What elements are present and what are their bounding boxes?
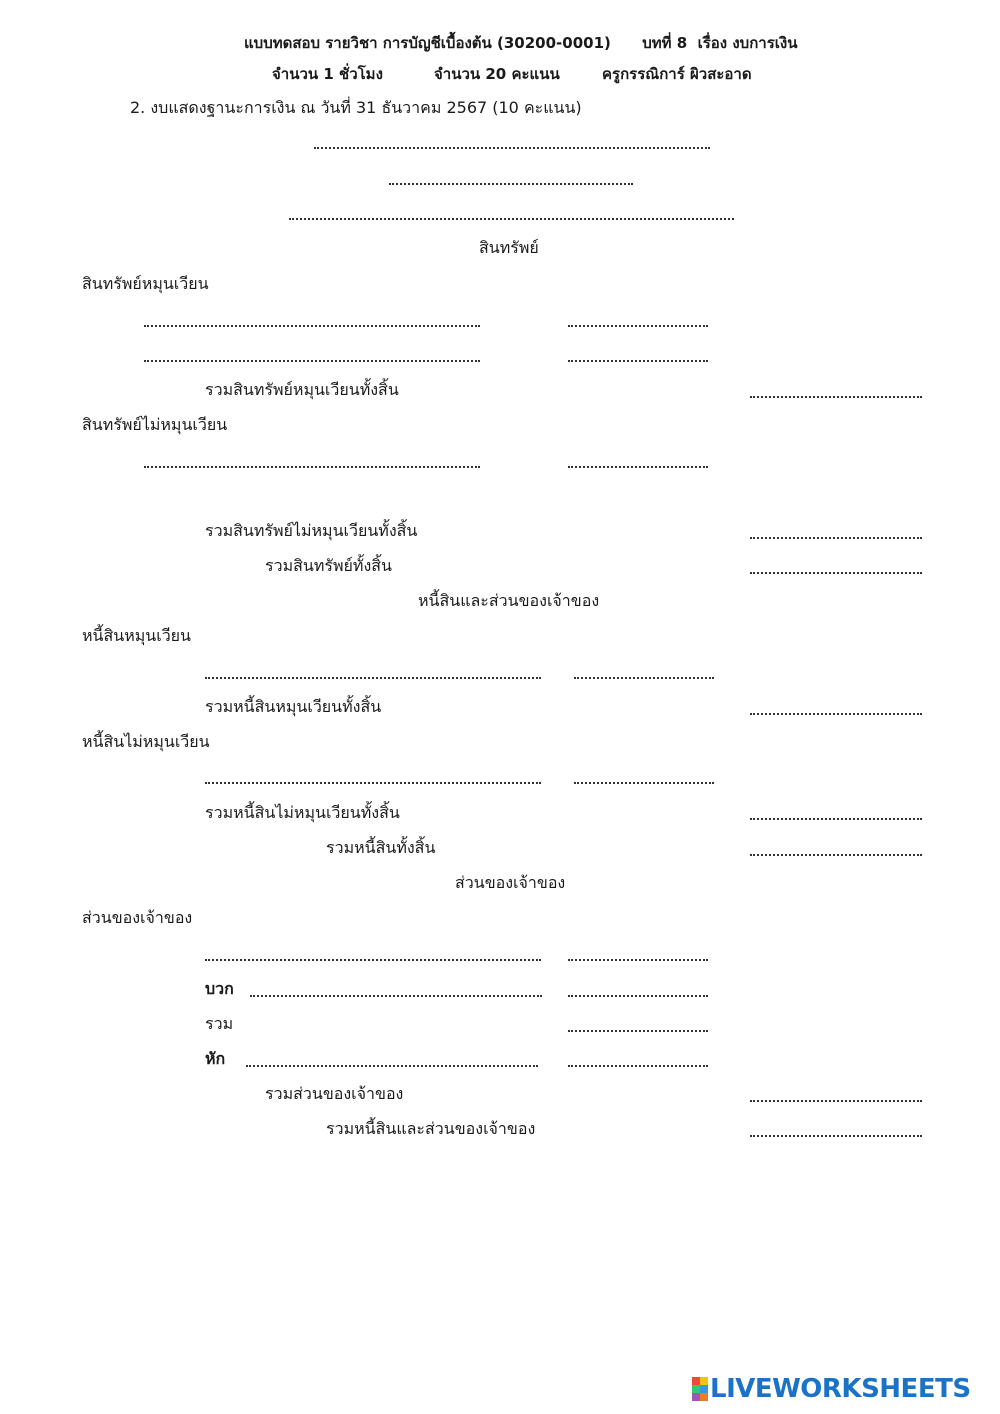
less-item-name-blank[interactable] xyxy=(246,1065,538,1067)
add-item-amount-blank[interactable] xyxy=(568,995,708,997)
noncurrent-liabilities-label: หนี้สินไม่หมุนเวียน xyxy=(82,732,210,751)
current-asset-name-blank-2[interactable] xyxy=(144,360,480,362)
less-label: หัก xyxy=(205,1049,226,1068)
question-text: 2. งบแสดงฐานะการเงิน ณ วันที่ 31 ธันวาคม 2567 (10 คะแนน) xyxy=(130,98,582,117)
current-liabilities-total-blank[interactable] xyxy=(750,713,922,715)
capital-amount-blank[interactable] xyxy=(568,959,708,961)
current-assets-label: สินทรัพย์หมุนเวียน xyxy=(82,274,209,293)
points-label: จำนวน 20 คะแนน xyxy=(434,65,560,83)
statement-name-blank[interactable] xyxy=(389,183,633,185)
equity-label: ส่วนของเจ้าของ xyxy=(82,908,193,927)
current-liability-name-blank[interactable] xyxy=(205,677,541,679)
total-assets-label: รวมสินทรัพย์ทั้งสิ้น xyxy=(265,556,392,575)
total-liabilities-blank[interactable] xyxy=(750,854,922,856)
liabilities-equity-heading: หนี้สินและส่วนของเจ้าของ xyxy=(418,591,600,610)
noncurrent-liabilities-total-blank[interactable] xyxy=(750,818,922,820)
current-liability-amount-blank[interactable] xyxy=(574,677,714,679)
total-liabilities-equity-label: รวมหนี้สินและส่วนของเจ้าของ xyxy=(326,1119,536,1138)
noncurrent-assets-total-blank[interactable] xyxy=(750,537,922,539)
current-assets-total-label: รวมสินทรัพย์หมุนเวียนทั้งสิ้น xyxy=(205,380,399,399)
noncurrent-assets-total-label: รวมสินทรัพย์ไม่หมุนเวียนทั้งสิ้น xyxy=(205,521,418,540)
statement-date-blank[interactable] xyxy=(289,218,734,220)
noncurrent-liability-name-blank[interactable] xyxy=(205,782,541,784)
noncurrent-asset-name-blank[interactable] xyxy=(144,466,480,468)
assets-heading: สินทรัพย์ xyxy=(479,238,539,257)
liveworksheets-logo-icon xyxy=(692,1377,708,1401)
add-label: บวก xyxy=(205,979,234,998)
capital-name-blank[interactable] xyxy=(205,959,541,961)
current-liabilities-label: หนี้สินหมุนเวียน xyxy=(82,626,191,645)
noncurrent-liability-amount-blank[interactable] xyxy=(574,782,714,784)
current-asset-amount-blank-2[interactable] xyxy=(568,360,708,362)
subtotal-amount-blank[interactable] xyxy=(568,1030,708,1032)
less-item-amount-blank[interactable] xyxy=(568,1065,708,1067)
current-asset-amount-blank-1[interactable] xyxy=(568,325,708,327)
subtotal-label: รวม xyxy=(205,1014,234,1033)
noncurrent-asset-amount-blank[interactable] xyxy=(568,466,708,468)
total-equity-blank[interactable] xyxy=(750,1100,922,1102)
current-assets-total-blank[interactable] xyxy=(750,396,922,398)
total-assets-blank[interactable] xyxy=(750,572,922,574)
liveworksheets-logo xyxy=(692,1376,971,1402)
current-asset-name-blank-1[interactable] xyxy=(144,325,480,327)
total-liabilities-label: รวมหนี้สินทั้งสิ้น xyxy=(326,838,436,857)
noncurrent-liabilities-total-label: รวมหนี้สินไม่หมุนเวียนทั้งสิ้น xyxy=(205,803,400,822)
teacher-label: ครูกรรณิการ์ ผิวสะอาด xyxy=(602,65,752,83)
total-equity-label: รวมส่วนของเจ้าของ xyxy=(265,1084,404,1103)
duration-label: จำนวน 1 ชั่วโมง xyxy=(272,65,383,83)
worksheet-title: แบบทดสอบ รายวิชา การบัญชีเบื้องต้น (30200-0001) บทที่ 8 เรื่อง งบการเงิน xyxy=(244,34,798,52)
equity-heading: ส่วนของเจ้าของ xyxy=(455,873,566,892)
liveworksheets-logo-text: LIVEWORKSHEETS xyxy=(710,1374,971,1404)
add-item-name-blank[interactable] xyxy=(250,995,542,997)
current-liabilities-total-label: รวมหนี้สินหมุนเวียนทั้งสิ้น xyxy=(205,697,382,716)
total-liabilities-equity-blank[interactable] xyxy=(750,1135,922,1137)
noncurrent-assets-label: สินทรัพย์ไม่หมุนเวียน xyxy=(82,415,228,434)
company-name-blank[interactable] xyxy=(314,147,710,149)
